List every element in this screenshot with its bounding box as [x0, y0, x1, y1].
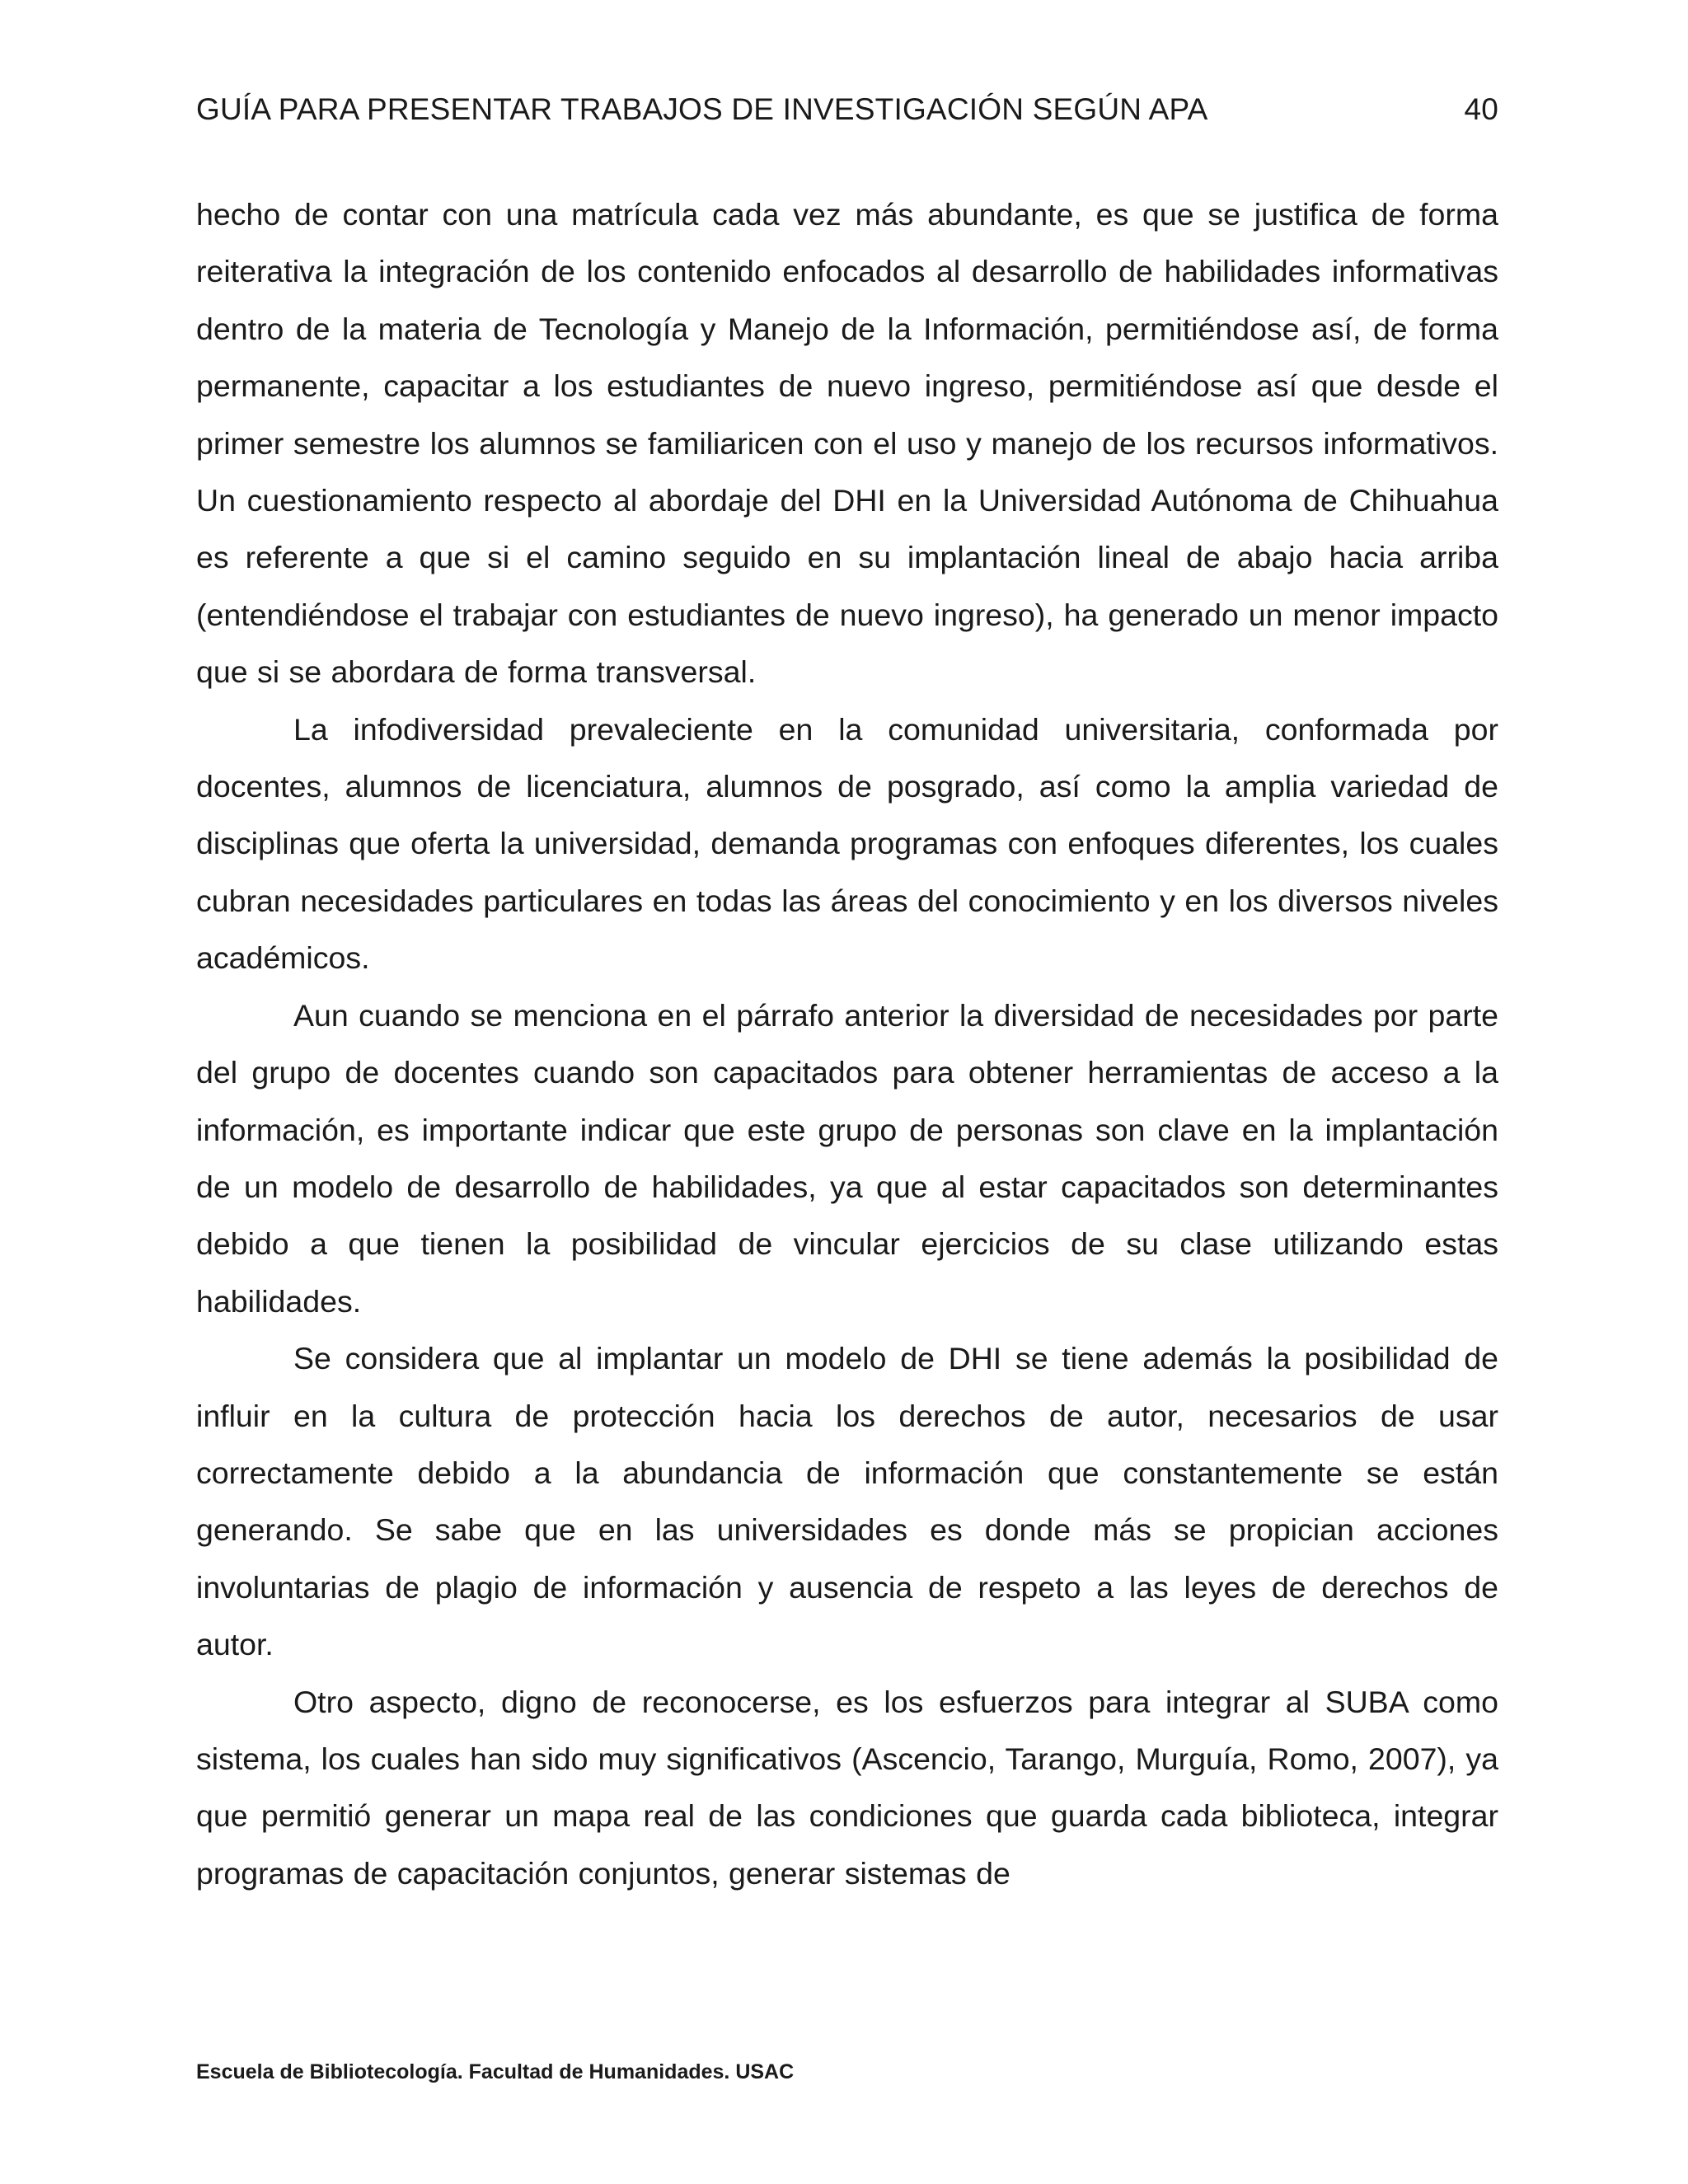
running-title: GUÍA PARA PRESENTAR TRABAJOS DE INVESTIGACIÓN SEGÚN APA	[196, 92, 1208, 126]
paragraph-4: Se considera que al implantar un modelo de DHI se tiene además la posibilidad de influir en la cultura de protección hacia los derechos de autor, necesarios de usar correctamente debido a la abundancia de información que constantemente se están generando. Se sabe que en las universidades es donde más se propician acciones involuntarias de plagio de información y ausencia de respeto a las leyes de derechos de autor.	[196, 1341, 1498, 1662]
page-footer: Escuela de Bibliotecología. Facultad de Humanidades. USAC	[196, 2060, 795, 2083]
body-text	[196, 186, 1498, 1902]
paragraph-1: hecho de contar con una matrícula cada vez más abundante, es que se justifica de forma reiterativa la integración de los contenido enfocados al desarrollo de habilidades informativas dentro de la materia de Tecnología y Manejo de la Información, permitiéndose así, de forma permanente, capacitar a los estudiantes de nuevo ingreso, permitiéndose así que desde el primer semestre los alumnos se familiaricen con el uso y manejo de los recursos informativos. Un cuestionamiento respecto al abordaje del DHI en la Universidad Autónoma de Chihuahua es referente a que si el camino seguido en su implantación lineal de abajo hacia arriba (entendiéndose el trabajar con estudiantes de nuevo ingreso), ha generado un menor impacto que si se abordara de forma transversal.	[196, 197, 1498, 690]
page-header	[196, 92, 1498, 142]
page-number: 40	[1464, 92, 1498, 126]
paragraph-5: Otro aspecto, digno de reconocerse, es los esfuerzos para integrar al SUBA como sistema, los cuales han sido muy significativos (Ascencio, Tarango, Murguía, Romo, 2007), ya que permitió generar un mapa real de las condiciones que guarda cada biblioteca, integrar programas de capacitación conjuntos, generar sistemas de	[196, 1684, 1498, 1891]
paragraph-3: Aun cuando se menciona en el párrafo anterior la diversidad de necesidades por parte del grupo de docentes cuando son capacitados para obtener herramientas de acceso a la información, es importante indicar que este grupo de personas son clave en la implantación de un modelo de desarrollo de habilidades, ya que al estar capacitados son determinantes debido a que tienen la posibilidad de vincular ejercicios de su clase utilizando estas habilidades.	[196, 997, 1498, 1319]
paragraph-2: La infodiversidad prevaleciente en la comunidad universitaria, conformada por docentes, alumnos de licenciatura, alumnos de posgrado, así como la amplia variedad de disciplinas que oferta la universidad, demanda programas con enfoques diferentes, los cuales cubran necesidades particulares en todas las áreas del conocimiento y en los diversos niveles académicos.	[196, 711, 1498, 976]
